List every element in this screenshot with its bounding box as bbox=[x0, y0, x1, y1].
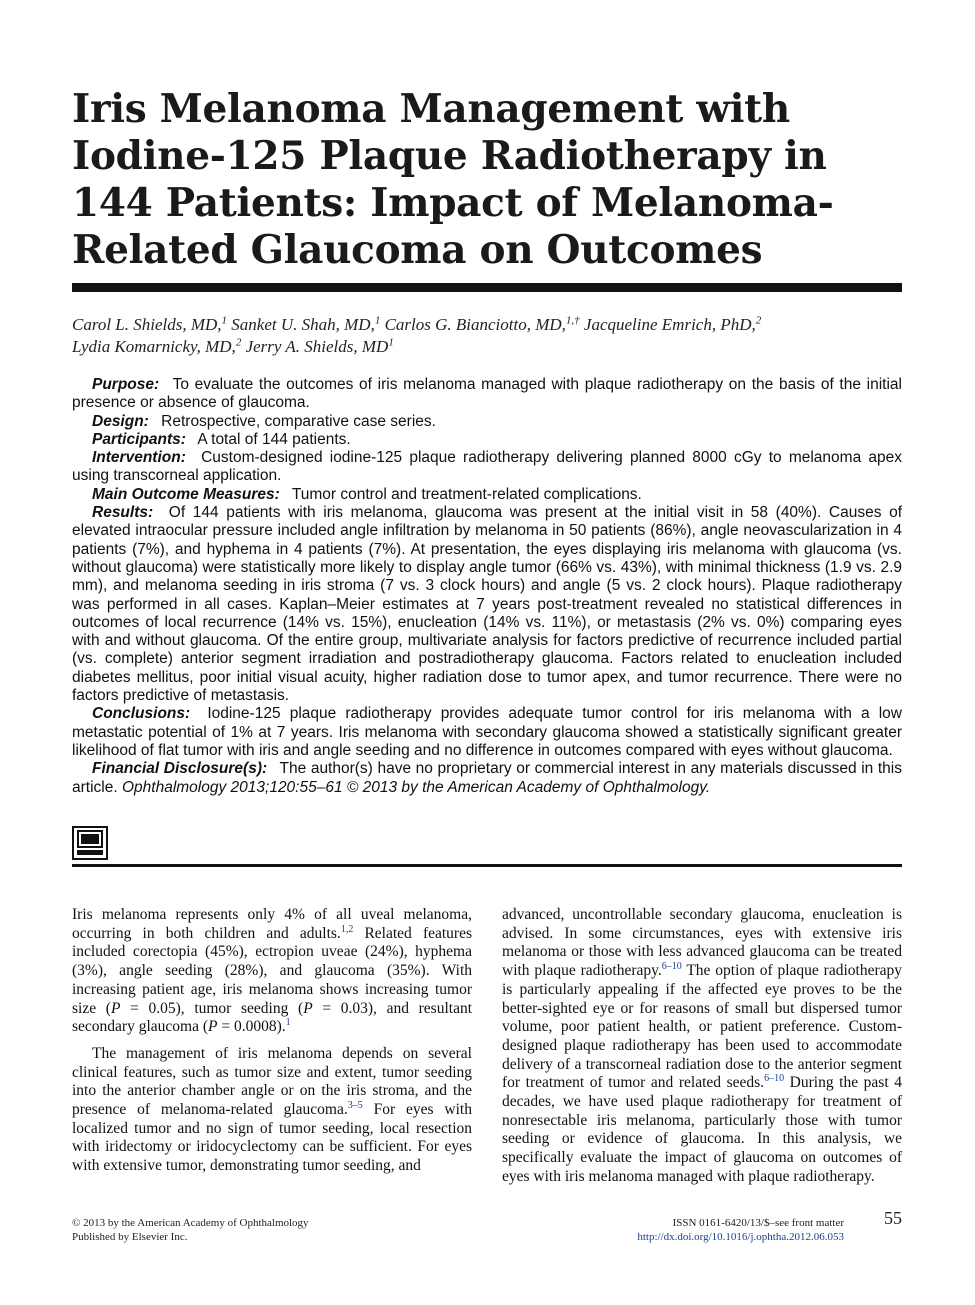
results-label: Results: bbox=[92, 504, 154, 522]
conclusions-label: Conclusions: bbox=[92, 705, 191, 723]
body-paragraph-1 bbox=[72, 906, 472, 1037]
reference-link[interactable]: 3–5 bbox=[347, 1099, 363, 1111]
reference-link[interactable]: 1 bbox=[285, 1017, 291, 1029]
results-text: Of 144 patients with iris melanoma, glaucoma was present at the initial visit in 58 (40%). Causes of elevated intraocular pressure included angle infiltration by melanoma in 50 patients (86%), angle neovascularization in 4 patients (7%), and hyphema in 4 patients (7%). At presentation, the eyes displaying iris melanoma with glaucoma (vs. without glaucoma) were statistically more likely to display angle tumor (66% vs. 43%), with minimal thickness (1.9 vs. 2.9 mm), and melanoma seeding in iris stroma (7 vs. 3 clock hours) and angle (5 vs. 2 clock hours). Plaque radiotherapy was performed in all cases. Kaplan–Meier estimates at 7 years post-treatment revealed no statistical differences in outcomes of local recurrence (14% vs. 15%), enucleation (14% vs. 11%), or metastasis (2% vs. 0%) comparing eyes with and without glaucoma. Of the entire group, multivariate analysis for factors predictive of recurrence included partial (vs. complete) anterior segment irradiation and postradiotherapy glaucoma. Factors related to enucleation included diabetes mellitus, poor initial visual acuity, higher radiation dose to tumor apex, and tumor recurrence. There were no factors predictive of metastasis. bbox=[72, 504, 902, 705]
purpose-label: Purpose: bbox=[92, 376, 160, 393]
body-paragraph-2-continued bbox=[502, 906, 902, 1187]
abstract-results bbox=[72, 504, 902, 705]
measures-label: Main Outcome Measures: bbox=[92, 485, 280, 503]
intervention-text: Custom-designed iodine-125 plaque radiotherapy delivering planned 8000 cGy to melanoma apex using transcorneal application. bbox=[72, 449, 902, 485]
disclosure-text: The author(s) have no proprietary or commercial interest in any materials discussed in this article. bbox=[72, 760, 902, 796]
measures-text: Tumor control and treatment-related complications. bbox=[291, 485, 642, 503]
author-affiliation: 2 bbox=[235, 336, 242, 349]
author-affiliation: 1,† bbox=[565, 314, 580, 327]
body-text: During the past 4 decades, we have used plaque radiotherapy for treatment of nonresectable iris melanoma, particularly those with tumor seeding or evidence of glaucoma. In this analysis, we specifically evaluate the impact of glaucoma on outcomes of eyes with iris melanoma managed with plaque radiotherapy. bbox=[502, 1074, 902, 1185]
design-text: Retrospective, comparative case series. bbox=[161, 412, 436, 430]
footer-right bbox=[560, 1216, 844, 1244]
abstract-conclusions bbox=[72, 705, 902, 760]
participants-text: A total of 144 patients. bbox=[197, 430, 351, 448]
author-name: Carol L. Shields, MD, bbox=[72, 315, 222, 334]
intervention-label: Intervention: bbox=[92, 449, 186, 467]
body-text: = 0.03), and resultant secondary glaucoma ( bbox=[72, 999, 473, 1036]
copyright-line: © 2013 by the American Academy of Ophthalmology bbox=[72, 1217, 309, 1229]
body-column-right bbox=[502, 906, 902, 1187]
author-name: Lydia Komarnicky, MD, bbox=[72, 337, 236, 356]
author-affiliation: 1 bbox=[221, 314, 228, 327]
purpose-text: To evaluate the outcomes of iris melanoma managed with plaque radiotherapy on the basis of the initial presence or absence of glaucoma. bbox=[72, 376, 902, 412]
conclusions-text: Iodine-125 plaque radiotherapy provides adequate tumor control for iris melanoma with a low metastatic potential of 1% at 7 years. Iris melanoma with secondary glaucoma showed a statistically significant greater likelihood of flat tumor with iris and angle seeding and no difference in outcomes compared with eyes without glaucoma. bbox=[72, 705, 902, 759]
publisher-line: Published by Elsevier Inc. bbox=[72, 1231, 188, 1243]
design-label: Design: bbox=[92, 412, 149, 430]
author-name: Jacqueline Emrich, PhD, bbox=[583, 315, 756, 334]
journal-citation: Ophthalmology 2013;120:55–61 © 2013 by the American Academy of Ophthalmology. bbox=[121, 778, 711, 796]
body-text: advanced, uncontrollable secondary glaucoma, enucleation is advised. In some circumstances, eyes with extensive iris melanoma or those with less advanced glaucoma can be treated with plaque radiotherapy. bbox=[502, 906, 902, 980]
reference-link[interactable]: 6–10 bbox=[661, 960, 682, 972]
author-name: Sanket U. Shah, MD, bbox=[231, 315, 375, 334]
abstract-rule bbox=[72, 864, 902, 867]
title-rule bbox=[72, 283, 902, 292]
body-text: The management of iris melanoma depends on several clinical features, such as tumor size and extent, tumor seeding into the anterior chamber angle or on the iris stroma, and the presence of melanoma-related glaucoma. bbox=[72, 1044, 472, 1119]
body-text: Iris melanoma represents only 4% of all uveal melanoma, occurring in both children and adults. bbox=[72, 906, 472, 942]
author-affiliation: 1 bbox=[374, 314, 381, 327]
author-list bbox=[72, 314, 902, 358]
doi-link[interactable]: http://dx.doi.org/10.1016/j.ophtha.2012.06.053 bbox=[637, 1231, 844, 1243]
body-paragraph-2 bbox=[72, 1045, 472, 1176]
author-affiliation: 2 bbox=[755, 314, 762, 327]
body-column-left bbox=[72, 906, 472, 1176]
p-symbol: P bbox=[208, 1018, 218, 1036]
page-number: 55 bbox=[884, 1208, 902, 1228]
reference-link[interactable]: 6–10 bbox=[764, 1073, 785, 1085]
p-symbol: P bbox=[110, 999, 121, 1017]
abstract bbox=[72, 376, 902, 797]
p-symbol: P bbox=[303, 999, 313, 1017]
abstract-purpose bbox=[72, 376, 902, 413]
footer-left bbox=[72, 1216, 472, 1244]
author-name: Jerry A. Shields, MD bbox=[245, 337, 389, 356]
body-text: For eyes with localized tumor and no sign of tumor seeding, local resection with iridectomy or iridocyclectomy can be sufficient. For eyes with extensive tumor, demonstrating tumor seeding, and bbox=[72, 1101, 472, 1175]
article-title: Iris Melanoma Management with Iodine-125 Plaque Radiotherapy in 144 Patients: Impact of Melanoma-Related Glaucoma on Outcomes bbox=[72, 86, 834, 273]
body-text: = 0.0008). bbox=[217, 1018, 286, 1036]
abstract-design bbox=[72, 413, 902, 431]
disclosure-label: Financial Disclosure(s): bbox=[92, 760, 268, 778]
author-affiliation: 1 bbox=[388, 336, 394, 349]
abstract-intervention bbox=[72, 449, 902, 486]
reference-link[interactable]: 1,2 bbox=[340, 923, 354, 935]
participants-label: Participants: bbox=[92, 430, 186, 448]
body-text: The option of plaque radiotherapy is particularly appealing if the affected eye proves to be the better-sighted eye or for reasons of small but dispersed tumor volume, poor patient health, or patient preference. Custom-designed plaque radiotherapy has been used to accommodate delivery of a transcorneal radiation dose to the anterior segment for treatment of tumor and related seeds. bbox=[502, 962, 902, 1092]
abstract-measures bbox=[72, 486, 902, 504]
issn-line: ISSN 0161-6420/13/$–see front matter bbox=[672, 1217, 844, 1229]
computer-icon[interactable] bbox=[72, 826, 108, 860]
abstract-disclosure bbox=[72, 760, 902, 797]
body-text: Related features included corectopia (45%), ectropion uveae (24%), hyphema (3%), angle seeding (28%), and glaucoma (35%). With increasing patient age, iris melanoma shows increasing tumor size ( bbox=[72, 924, 472, 1017]
author-name: Carlos G. Bianciotto, MD, bbox=[384, 315, 566, 334]
abstract-participants bbox=[72, 431, 902, 449]
body-text: = 0.05), tumor seeding ( bbox=[120, 999, 304, 1017]
